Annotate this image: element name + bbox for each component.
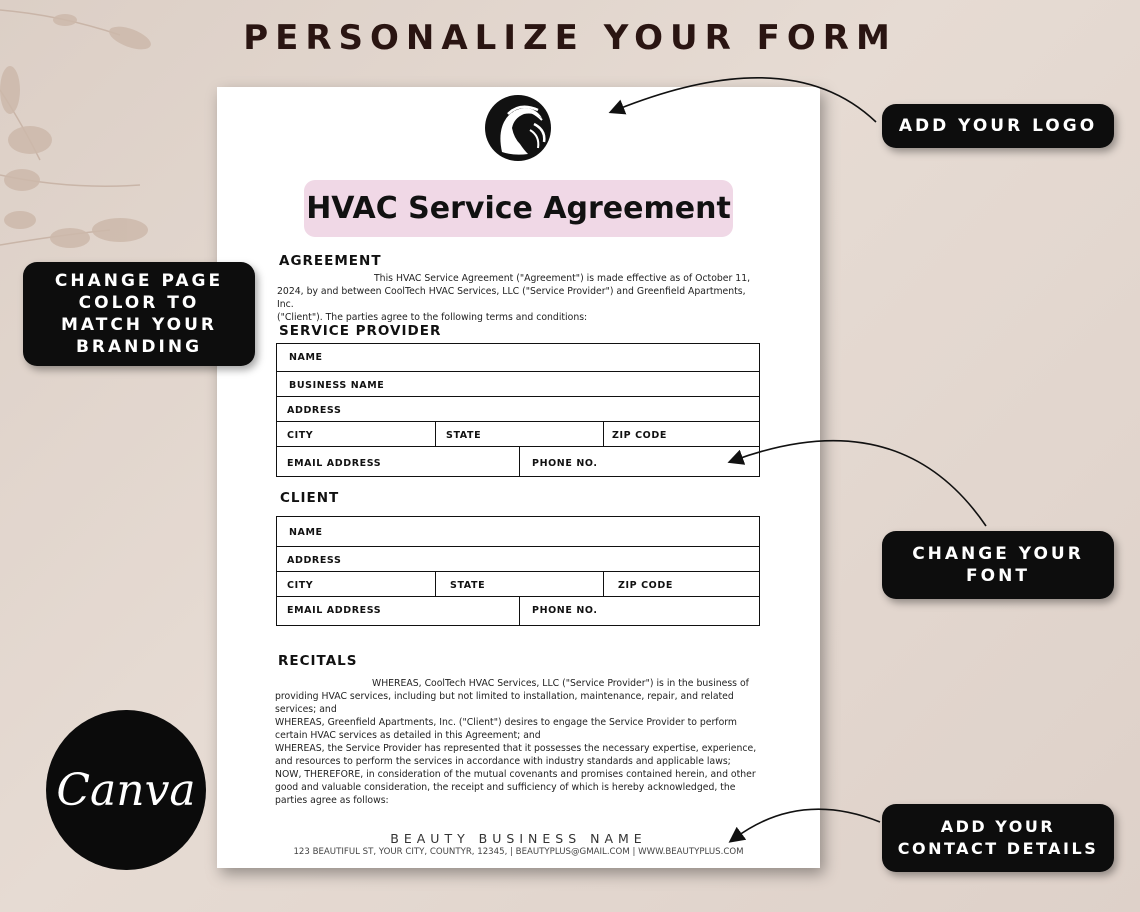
sp-email-label: EMAIL ADDRESS: [287, 458, 382, 469]
recitals-line: NOW, THEREFORE, in consideration of the mutual covenants and promises contained herein, and other: [275, 769, 756, 780]
callout-line: CHANGE YOUR: [912, 544, 1084, 564]
callout-line: COLOR TO: [78, 293, 200, 313]
agreement-heading: AGREEMENT: [279, 253, 382, 269]
footer-contact: 123 BEAUTIFUL ST, YOUR CITY, COUNTYR, 12345, | BEAUTYPLUS@GMAIL.COM | WWW.BEAUTYPLUS.COM: [293, 847, 744, 857]
recitals-line: providing HVAC services, including but not limited to installation, maintenance, repair, and related: [275, 691, 734, 702]
recitals-heading: RECITALS: [278, 653, 358, 669]
curved-arrow-icon: [735, 809, 880, 838]
service-provider-heading: SERVICE PROVIDER: [279, 323, 442, 339]
client-name-label: NAME: [289, 527, 323, 538]
footer-business-name: BEAUTY BUSINESS NAME: [390, 831, 647, 846]
recitals-line: parties agree as follows:: [275, 795, 389, 806]
document-title[interactable]: HVAC Service Agreement: [306, 191, 731, 226]
recitals-line: WHEREAS, CoolTech HVAC Services, LLC ("Service Provider") is in the business of: [372, 678, 749, 689]
callout-line: ADD YOUR: [940, 817, 1056, 836]
agreement-line: This HVAC Service Agreement ("Agreement") is made effective as of October 11,: [374, 273, 751, 284]
callout-line: CONTACT DETAILS: [897, 839, 1099, 858]
recitals-line: good and valuable consideration, the receipt and sufficiency of which is hereby acknowledged, the: [275, 782, 736, 793]
recitals-line: WHEREAS, the Service Provider has represented that it possesses the necessary expertise, experience,: [275, 743, 757, 754]
page-headline: PERSONALIZE YOUR FORM: [243, 18, 897, 58]
client-phone-label: PHONE NO.: [532, 605, 598, 616]
recitals-line: services; and: [275, 704, 337, 715]
sp-state-label: STATE: [446, 430, 482, 441]
sp-business-name-label: BUSINESS NAME: [289, 380, 385, 391]
agreement-line: 2024, by and between CoolTech HVAC Services, LLC ("Service Provider") and Greenfield Apartments, Inc.: [277, 286, 746, 310]
sp-phone-label: PHONE NO.: [532, 458, 598, 469]
client-state-label: STATE: [450, 580, 486, 591]
sp-zip-label: ZIP CODE: [612, 430, 667, 441]
client-zip-label: ZIP CODE: [618, 580, 673, 591]
callout-line: MATCH YOUR: [60, 315, 218, 335]
curved-arrow-icon: [616, 78, 876, 122]
client-heading: CLIENT: [280, 490, 340, 506]
canva-logo-text: Canva: [56, 764, 196, 816]
client-address-label: ADDRESS: [287, 555, 342, 566]
callout-line: BRANDING: [75, 337, 203, 357]
client-city-label: CITY: [287, 580, 314, 591]
recitals-line: WHEREAS, Greenfield Apartments, Inc. ("Client") desires to engage the Service Provider to perform: [275, 717, 737, 728]
sp-city-label: CITY: [287, 430, 314, 441]
sp-address-label: ADDRESS: [287, 405, 342, 416]
recitals-line: and resources to perform the services in accordance with industry standards and applicable laws;: [275, 756, 731, 767]
canva-logo: [46, 710, 206, 870]
recitals-line: certain HVAC services as detailed in this Agreement; and: [275, 730, 541, 741]
sp-name-label: NAME: [289, 352, 323, 363]
client-email-label: EMAIL ADDRESS: [287, 605, 382, 616]
callout-line: CHANGE PAGE: [54, 271, 224, 291]
callout-line: FONT: [966, 566, 1030, 586]
agreement-line: ("Client"). The parties agree to the following terms and conditions:: [277, 312, 588, 323]
add-logo-text: ADD YOUR LOGO: [898, 116, 1098, 136]
curved-arrow-icon: [735, 441, 986, 526]
